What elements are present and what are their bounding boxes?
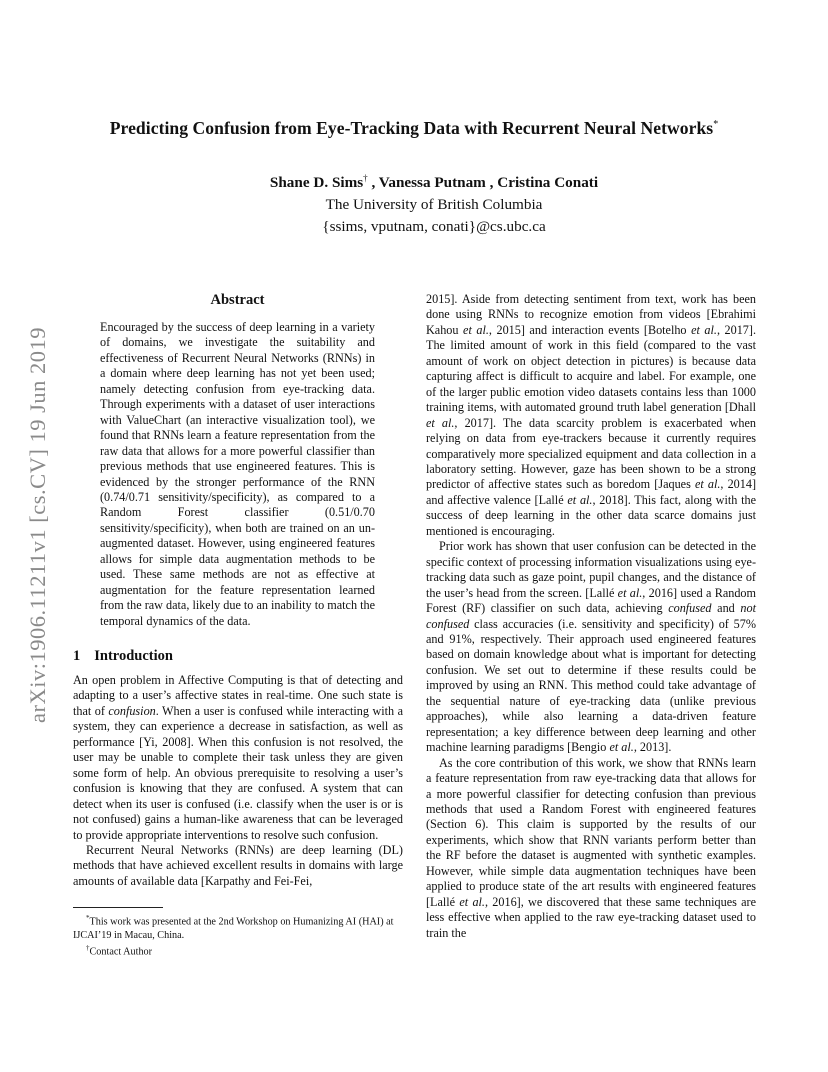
author-separator: , [367, 174, 379, 192]
left-column-body [73, 673, 403, 889]
author-3: Cristina Conati [497, 174, 599, 192]
section-heading [73, 648, 173, 665]
footnote-2-text: Contact Author [89, 946, 153, 958]
text-run: , 2017]. The limited amount of work in this field (compared to the vast amount of work on object detection in pictures) is because data capturing affect is difficult to acquire and label. For example, one of the larger public emotion video datasets contains less than 1000 training items, with automated ground truth label generation [Dhall [426, 322, 756, 415]
text-run: , 2014] and affective valence [Lallé [426, 477, 757, 507]
emphasis-text: confused [668, 601, 712, 616]
author-emails: {ssims, vputnam, conati}@cs.ubc.ca [322, 218, 546, 235]
abstract-heading: Abstract [210, 292, 265, 308]
emphasis-text: et al. [459, 894, 485, 909]
footnote-1-mark: * [86, 914, 90, 922]
emphasis-text: et al. [617, 585, 643, 600]
author-1-mark: † [363, 173, 368, 183]
intro-paragraph-5 [426, 756, 756, 941]
footnote-1 [73, 912, 403, 942]
text-run: Prior work has shown that user confusion can be detected in the specific context of processing information visualizations using eye-tracking data such as gaze point, pupil changes, and the distance of the user’s head from the screen. [Lallé [426, 539, 756, 600]
author-2: Vanessa Putnam [378, 174, 486, 192]
author-separator: , [485, 174, 498, 192]
footnote-2-mark: † [86, 943, 90, 952]
paper-title [40, 118, 788, 139]
section-title: Introduction [94, 648, 173, 664]
abstract-body [100, 320, 375, 629]
right-column-body [426, 292, 756, 941]
text-run: , 2017]. The data scarcity problem is exacerbated when relying on data from eye-trackers because it currently requires comparatively more specialized equipment and data collection in a laboratory setting. However, gaze has been shown to be a strong predictor of affective states such as boredom [Jaques [426, 415, 756, 492]
paper-title-text: Predicting Confusion from Eye-Tracking Data with Recurrent Neural Networks [109, 118, 714, 138]
title-footnote-mark: * [713, 119, 719, 131]
text-run: , 2013]. [633, 740, 672, 755]
emphasis-text: et al. [567, 492, 593, 507]
footnote-2 [73, 942, 403, 959]
intro-paragraph-4 [426, 539, 756, 755]
arxiv-identifier-text: arXiv:1906.11211v1 [cs.CV] 19 Jun 2019 [25, 326, 50, 724]
emphasis-text: not confused [426, 601, 756, 631]
text-run: As the core contribution of this work, we show that RNNs learn a feature representation from raw eye-tracking data that allows for a more powerful classifier for detecting confusion than previous methods that used a Random Forest with engineered features (Section 6). This claim is supported by the results of our experiments, which show that RNN variants perform better than the RF before the dataset is augmented with synthetic examples. However, while simple data augmentation techniques have been applied to produce state of the art results with engineered features [Lallé [426, 755, 756, 909]
section-number: 1 [73, 648, 81, 664]
footnotes [73, 912, 403, 959]
text-run: class accuracies (i.e. sensitivity and specificity) of 57% and 91%, respectively. Their approach used engineered features based on domain knowledge about what is important for detecting confusion. We set out to determine if these results could be improved by using an RNN. This method could take advantage of the sequential nature of eye-tracking data (unlike previous approaches), while also learning a data-driven feature representation; a key difference between deep learning and other machine learning paradigms [Bengio [426, 616, 756, 755]
text-run: An open problem in Affective Computing is that of detecting and adapting to a user’s affective states in real-time. One such state is that of [73, 673, 403, 718]
affiliation: The University of British Columbia [325, 196, 543, 213]
author-1: Shane D. Sims [269, 174, 364, 192]
footnote-1-text: This work was presented at the 2nd Workshop on Humanizing AI (HAI) at IJCAI’19 in Macau, China. [73, 916, 394, 941]
text-run: 2015]. Aside from detecting sentiment from text, work has been done using RNNs to recognize emotion from videos [Ebrahimi Kahou [426, 292, 756, 337]
text-run: . When a user is confused while interacting with a system, they can experience a decrease in satisfaction, as well as performance [Yi, 2008]. When this confusion is not resolved, the user may be unable to complete their task unless they are given some form of help. An obvious prerequisite to resolving a user’s confusion is knowing that they are confused. A system that can detect when its user is confused (i.e. classify when the user is or is not confused) gains a human-like awareness that can be leveraged to provide appropriate interventions to resolve such confusion. [73, 703, 403, 842]
emphasis-text: et al. [609, 740, 634, 755]
text-run: , 2015] and interaction events [Botelho [488, 322, 692, 337]
intro-paragraph-2: Recurrent Neural Networks (RNNs) are deep learning (DL) methods that have achieved excellent results in domains with large amounts of available data [Karpathy and Fei-Fei, [73, 842, 403, 888]
footnote-rule [73, 907, 163, 908]
emphasis-text: et al. [426, 415, 455, 430]
arxiv-identifier-stamp [18, 290, 58, 760]
author-list [40, 173, 828, 192]
text-run: , 2016] used a Random Forest (RF) classifier on such data, achieving [426, 585, 756, 616]
text-run: , 2018]. This fact, along with the success of deep learning in the other data scarce domains just mentioned is encouraging. [426, 492, 756, 538]
emphasis-text: et al. [463, 322, 489, 337]
intro-paragraph-3 [426, 292, 756, 539]
emphasis-text: confusion [108, 703, 156, 718]
intro-paragraph-1 [73, 673, 403, 843]
emphasis-text: et al. [691, 322, 717, 337]
abstract-paragraph: Encouraged by the success of deep learning in a variety of domains, we investigate the suitability and effectiveness of Recurrent Neural Networks (RNNs) in a domain where deep learning has not yet been used; namely detecting confusion from eye-tracking data. Through experiments with a dataset of user interactions with ValueChart (an interactive visualization tool), we found that RNNs learn a feature representation from the raw data that allows for a more powerful classifier than previous methods that use engineered features. This is evidenced by the stronger performance of the RNN (0.74/0.71 sensitivity/specificity), as compared to a Random Forest classifier (0.51/0.70 sensitivity/specificity), when both are trained on an un-augmented dataset. However, using engineered features allows for simple data augmentation methods to be used. These same methods are not as effective at augmentation for the feature representation learned from the raw data, likely due to an inability to match the temporal dynamics of the data. [100, 320, 375, 628]
emphasis-text: et al. [694, 477, 721, 492]
text-run: , 2016], we discovered that these same techniques are less effective when applied to the raw eye-tracking dataset used to train the [426, 894, 756, 940]
text-run: and [711, 601, 741, 616]
